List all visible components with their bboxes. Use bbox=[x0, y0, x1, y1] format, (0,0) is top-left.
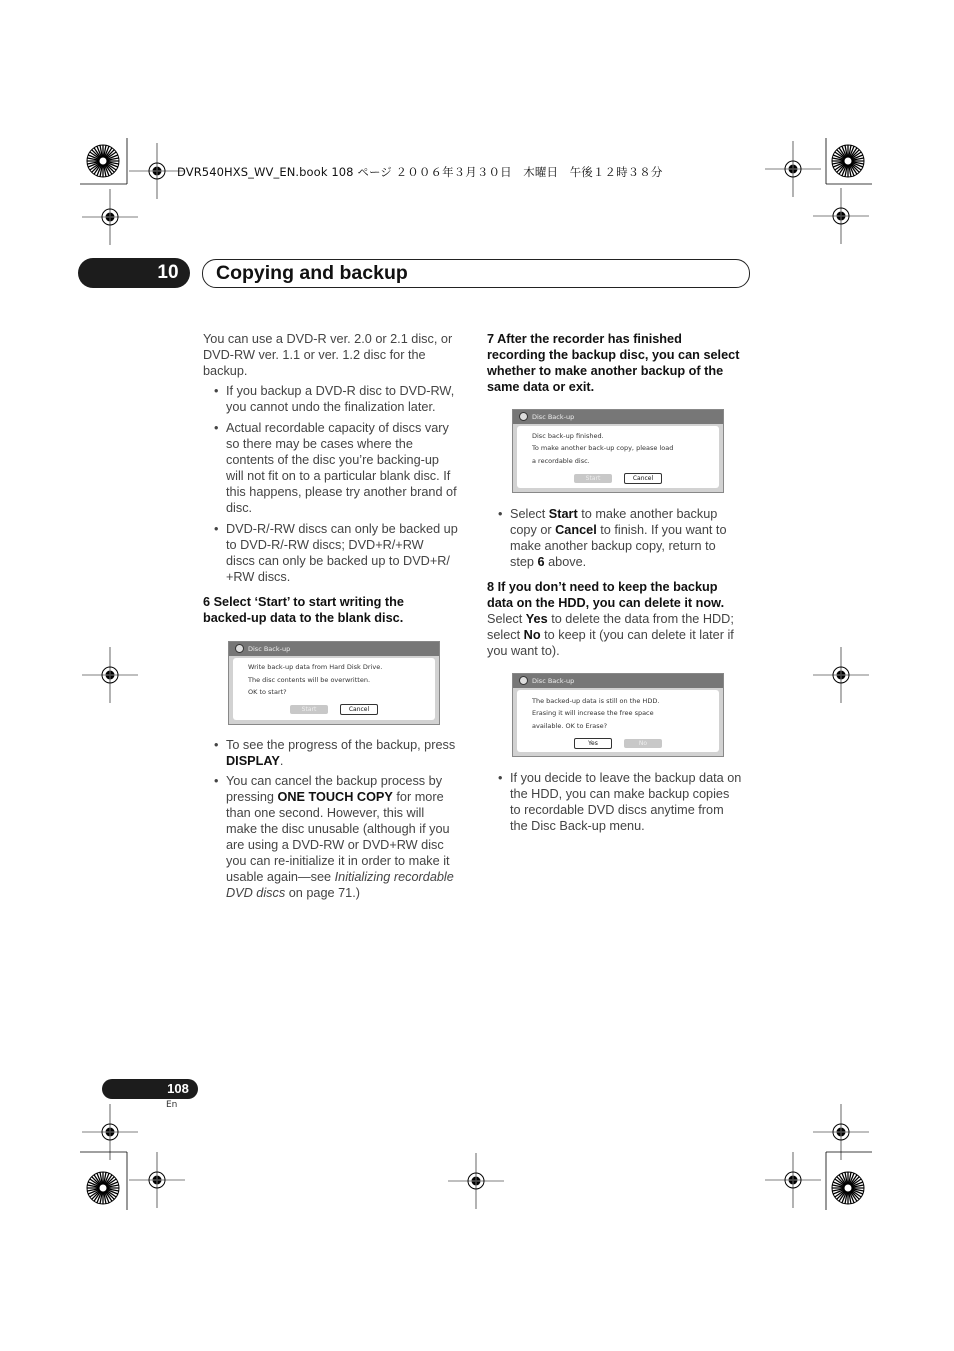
intro-paragraph: You can use a DVD-R ver. 2.0 or 2.1 disc, or DVD-RW ver. 1.1 or ver. 1.2 disc for the backup. bbox=[203, 332, 453, 378]
bullet-cancel: • You can cancel the backup process by pressing ONE TOUCH COPY for more than one second. However, this will make the disc unusable (although if you are using a DVD-RW or DVD+RW disc you can re-initialize it in order to make it usable again—see Initializing recordable DVD discs on page 71.) bbox=[214, 774, 454, 900]
cancel-button[interactable]: Cancel bbox=[624, 473, 662, 484]
page-language: En bbox=[166, 1100, 178, 1110]
bullet-disc-types: • DVD-R/-RW discs can only be backed up to DVD-R/-RW discs; DVD+R/+RW discs can only be backed up to DVD+R/ +RW discs. bbox=[214, 522, 458, 584]
chapter-number: 10 bbox=[157, 262, 179, 283]
no-button[interactable]: No bbox=[624, 739, 662, 748]
dialog-line: available. OK to Erase? bbox=[532, 722, 608, 730]
dialog-write-backup bbox=[228, 641, 440, 725]
dialog-line: Erasing it will increase the free space bbox=[532, 709, 654, 717]
bullet-capacity: • Actual recordable capacity of discs vary so there may be cases where the contents of the disc you’re backing-up will not fit on to a particular blank disc. If this happens, please try another brand of disc. bbox=[214, 421, 457, 515]
disc-icon bbox=[519, 412, 528, 421]
dialog-line: The disc contents will be overwritten. bbox=[248, 676, 371, 684]
bullet-progress: • To see the progress of the backup, press DISPLAY. bbox=[214, 738, 456, 768]
step-8-text: Select Yes to delete the data from the HDD; select No to keep it (you can delete it later if you want to). bbox=[487, 612, 734, 658]
disc-icon bbox=[519, 676, 528, 685]
bullet-finalization: • If you backup a DVD-R disc to DVD-RW, you cannot undo the finalization later. bbox=[214, 384, 455, 414]
dialog-header: Disc Back-up bbox=[513, 410, 723, 424]
yes-button[interactable]: Yes bbox=[574, 738, 612, 749]
dialog-header: Disc Back-up bbox=[229, 642, 439, 656]
dialog-line: OK to start? bbox=[248, 688, 287, 696]
print-header: DVR540HXS_WV_EN.book 108 ページ ２００６年３月３０日 木曜日 午後１２時３８分 bbox=[177, 165, 663, 179]
dialog-line: The backed-up data is still on the HDD. bbox=[532, 697, 660, 705]
start-button[interactable]: Start bbox=[574, 474, 612, 483]
dialog-line: Write back-up data from Hard Disk Drive. bbox=[248, 663, 383, 671]
start-button[interactable]: Start bbox=[290, 705, 328, 714]
dialog-backup-finished bbox=[512, 409, 724, 493]
step-6-heading: 6 Select ‘Start’ to start writing the backed-up data to the blank disc. bbox=[203, 595, 404, 625]
chapter-title: Copying and backup bbox=[216, 262, 408, 284]
step-7-heading: 7 After the recorder has finished recording the backup disc, you can select whether to make another backup of the same data or exit. bbox=[487, 332, 740, 394]
dialog-line: a recordable disc. bbox=[532, 457, 590, 465]
dialog-line: Disc back-up finished. bbox=[532, 432, 604, 440]
dialog-erase-hdd bbox=[512, 673, 724, 757]
dialog-line: To make another back-up copy, please load bbox=[532, 444, 674, 452]
disc-icon bbox=[235, 644, 244, 653]
page-number: 108 bbox=[167, 1081, 189, 1096]
bullet-select: • Select Start to make another backup copy or Cancel to finish. If you want to make another backup copy, return to step 6 above. bbox=[498, 507, 727, 569]
bullet-leave-backup: • If you decide to leave the backup data on the HDD, you can make backup copies to recordable DVD discs anytime from the Disc Back-up menu. bbox=[498, 771, 742, 833]
step-8-heading: 8 If you don’t need to keep the backup data on the HDD, you can delete it now. bbox=[487, 580, 725, 610]
dialog-header: Disc Back-up bbox=[513, 674, 723, 688]
cancel-button[interactable]: Cancel bbox=[340, 704, 378, 715]
